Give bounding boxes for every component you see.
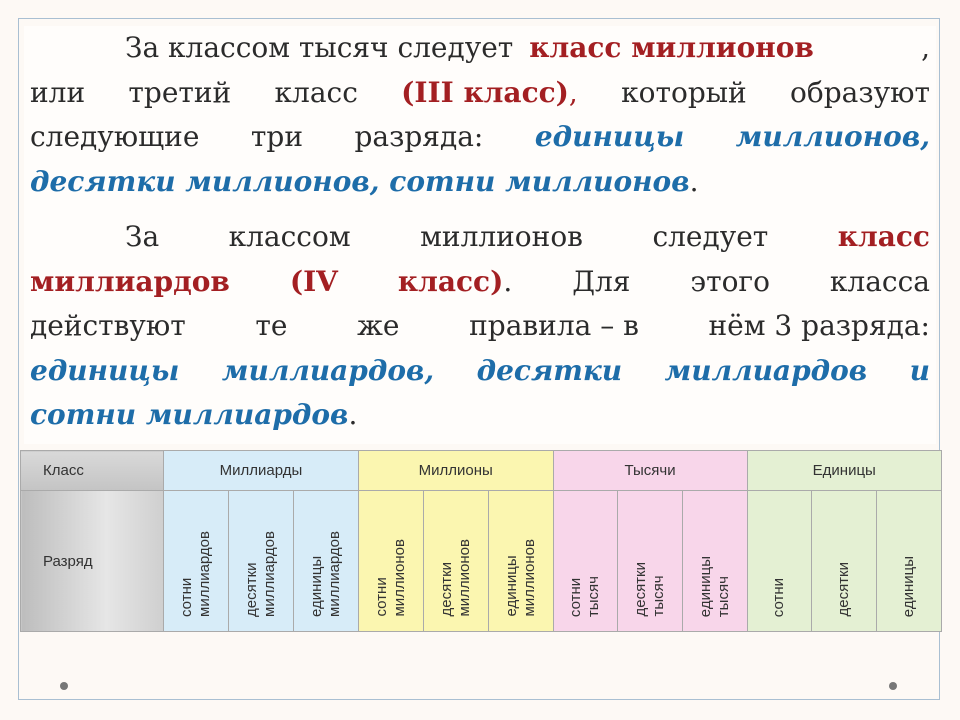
- empty-cell: [488, 632, 553, 633]
- rank-cell: [293, 491, 358, 632]
- word: класса: [829, 264, 930, 298]
- word: этого: [690, 264, 770, 298]
- rank-label: сотни миллиардов: [178, 531, 213, 617]
- highlight-red: (IV: [289, 264, 338, 298]
- highlight-red: класс миллионов: [529, 31, 814, 64]
- empty-cell: [553, 632, 618, 633]
- line: миллиардов (IV класс). Для этого класса: [30, 260, 930, 305]
- empty-cell: [423, 632, 488, 633]
- rank-cell: [228, 491, 293, 632]
- highlight-blue: и: [909, 353, 930, 387]
- empty-cell: [228, 632, 293, 633]
- rank-label: единицы тысяч: [696, 555, 732, 617]
- empty-cell: [812, 632, 877, 633]
- line: [30, 215, 930, 260]
- rank-label: десятки: [835, 562, 853, 617]
- highlight-blue: миллиардов,: [221, 353, 435, 387]
- empty-cell: [682, 632, 747, 633]
- highlight-blue: десятки миллионов, сотни миллионов: [30, 164, 690, 198]
- decorative-dot: [889, 682, 897, 690]
- line: [30, 115, 930, 160]
- highlight-blue: миллиардов: [664, 353, 868, 387]
- word: действуют: [30, 309, 186, 342]
- highlight-red: (III класс): [401, 75, 569, 109]
- rank-label: десятки тысяч: [632, 562, 668, 617]
- rank-cell: [358, 491, 423, 632]
- highlight-red: класс: [837, 220, 930, 253]
- rank-cell: [682, 491, 747, 632]
- word: следующие: [30, 120, 200, 153]
- decorative-dot: [60, 682, 68, 690]
- line: десятки миллионов, сотни миллионов.: [30, 164, 699, 198]
- word: те: [255, 309, 288, 342]
- word: третий: [128, 75, 232, 109]
- empty-cell: [21, 632, 164, 633]
- word: разряда:: [354, 120, 484, 153]
- place-value-table: [20, 450, 942, 632]
- class-row-label: Класс: [21, 451, 164, 491]
- rank-label: сотни тысяч: [567, 575, 603, 617]
- highlight-blue: сотни миллиардов: [30, 398, 349, 431]
- highlight-blue: десятки: [476, 353, 623, 387]
- word: правила – в: [469, 309, 639, 342]
- paragraph-billions: [30, 215, 930, 438]
- rank-cell: [164, 491, 229, 632]
- word: три: [250, 120, 303, 153]
- rank-cell: [747, 491, 812, 632]
- highlight-blue: миллионов,: [735, 120, 930, 153]
- rank-label: единицы миллионов: [502, 539, 538, 617]
- word: Для: [572, 264, 631, 298]
- rank-label: десятки миллиардов: [242, 531, 278, 617]
- line: [30, 304, 930, 349]
- class-header-units: Единицы: [747, 451, 941, 491]
- rank-label: единицы: [900, 555, 918, 617]
- rank-cell: [877, 491, 942, 632]
- rank-label: десятки миллионов: [437, 539, 473, 617]
- line: сотни миллиардов.: [30, 398, 358, 431]
- word: классом: [228, 220, 351, 253]
- empty-cell: [877, 632, 942, 633]
- rank-row-label: Разряд: [21, 491, 164, 632]
- word: образуют: [790, 75, 930, 109]
- highlight-blue: единицы: [534, 120, 685, 153]
- line: [30, 349, 930, 394]
- line: За классом тысяч следует класс миллионов ,: [30, 26, 930, 71]
- word: класс: [274, 75, 358, 109]
- highlight-blue: единицы: [30, 353, 180, 387]
- rank-cell: [812, 491, 877, 632]
- rank-cell: [553, 491, 618, 632]
- rank-cell: [488, 491, 553, 632]
- line: или третий класс (III класс), который образуют: [30, 71, 930, 116]
- class-header-billions: Миллиарды: [164, 451, 359, 491]
- word: же: [357, 309, 400, 342]
- rank-label: сотни: [770, 577, 788, 617]
- word: который: [621, 75, 747, 109]
- highlight-red: миллиардов: [30, 264, 230, 298]
- highlight-red: класс): [397, 264, 504, 298]
- word: следует: [652, 220, 769, 253]
- empty-cell: [618, 632, 683, 633]
- rank-cell: [423, 491, 488, 632]
- class-header-thousands: Тысячи: [553, 451, 747, 491]
- rank-cell: [618, 491, 683, 632]
- word: миллионов: [420, 220, 583, 253]
- empty-cell: [747, 632, 812, 633]
- class-header-millions: Миллионы: [358, 451, 553, 491]
- word: или: [30, 75, 86, 109]
- word: За: [125, 220, 160, 253]
- empty-cell: [164, 632, 229, 633]
- text: За классом тысяч следует: [125, 31, 514, 64]
- paragraph-millions: [30, 26, 930, 204]
- word: нём 3 разряда:: [708, 309, 930, 342]
- rank-label: сотни миллионов: [372, 539, 408, 617]
- empty-cell: [293, 632, 358, 633]
- rank-label: единицы миллиардов: [307, 531, 343, 617]
- empty-cell: [358, 632, 423, 633]
